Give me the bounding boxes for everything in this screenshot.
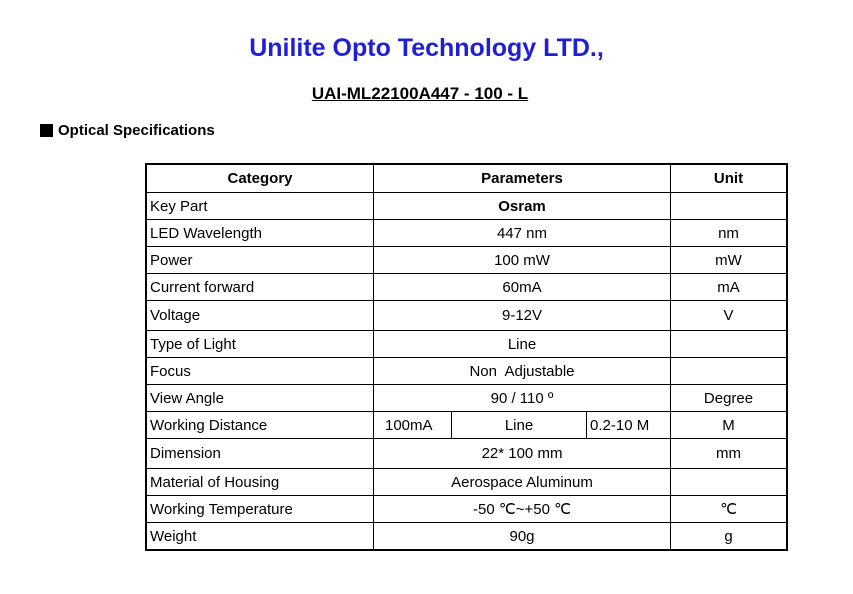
table-row [146, 247, 787, 274]
table-row [146, 274, 787, 301]
row-category: Current forward [146, 274, 374, 301]
row-parameter: Line [374, 331, 671, 358]
table-row [146, 331, 787, 358]
working-light-type: Line [452, 412, 587, 438]
table-row [146, 220, 787, 247]
row-parameter: Aerospace Aluminum [374, 469, 671, 496]
row-unit [671, 469, 788, 496]
row-category: Focus [146, 358, 374, 385]
row-parameter-split [374, 412, 671, 439]
row-parameter: 100 mW [374, 247, 671, 274]
spec-table [145, 163, 788, 551]
row-category: Working Distance [146, 412, 374, 439]
row-category: Type of Light [146, 331, 374, 358]
square-bullet-icon [40, 124, 53, 137]
header-category: Category [146, 164, 374, 193]
table-row [146, 358, 787, 385]
row-parameter: Non Adjustable [374, 358, 671, 385]
row-unit: mW [671, 247, 788, 274]
working-current: 100mA [377, 412, 452, 438]
row-category: Working Temperature [146, 496, 374, 523]
table-row [146, 301, 787, 331]
model-number: UAI-ML22100A447 - 100 - L [311, 84, 529, 103]
table-row [146, 496, 787, 523]
row-unit [671, 358, 788, 385]
row-unit: mA [671, 274, 788, 301]
table-header-row [146, 164, 787, 193]
row-unit [671, 331, 788, 358]
row-unit: g [671, 523, 788, 551]
row-category: LED Wavelength [146, 220, 374, 247]
row-category: Power [146, 247, 374, 274]
company-name: Unilite Opto Technology LTD., [249, 34, 604, 62]
row-category: Dimension [146, 439, 374, 469]
row-parameter: 447 nm [374, 220, 671, 247]
table-row [146, 523, 787, 551]
table-row [146, 439, 787, 469]
row-parameter: 90 / 110 º [374, 385, 671, 412]
row-unit: M [671, 412, 788, 439]
section-title: Optical Specifications [58, 122, 215, 139]
section-heading [40, 122, 215, 139]
table-row [146, 412, 787, 439]
header-parameters: Parameters [374, 164, 671, 193]
row-category: View Angle [146, 385, 374, 412]
table-row [146, 469, 787, 496]
row-category: Weight [146, 523, 374, 551]
row-category: Material of Housing [146, 469, 374, 496]
row-category: Key Part [146, 193, 374, 220]
row-parameter: -50 ℃~+50 ℃ [374, 496, 671, 523]
row-unit: mm [671, 439, 788, 469]
row-parameter: Osram [374, 193, 671, 220]
row-parameter: 90g [374, 523, 671, 551]
table-row [146, 193, 787, 220]
working-range: 0.2-10 M [590, 416, 650, 434]
row-parameter: 60mA [374, 274, 671, 301]
row-unit: nm [671, 220, 788, 247]
row-unit: Degree [671, 385, 788, 412]
header-unit: Unit [671, 164, 788, 193]
row-parameter: 22* 100 mm [374, 439, 671, 469]
row-unit: V [671, 301, 788, 331]
row-category: Voltage [146, 301, 374, 331]
row-unit [671, 193, 788, 220]
row-parameter: 9-12V [374, 301, 671, 331]
row-unit: ℃ [671, 496, 788, 523]
table-row [146, 385, 787, 412]
